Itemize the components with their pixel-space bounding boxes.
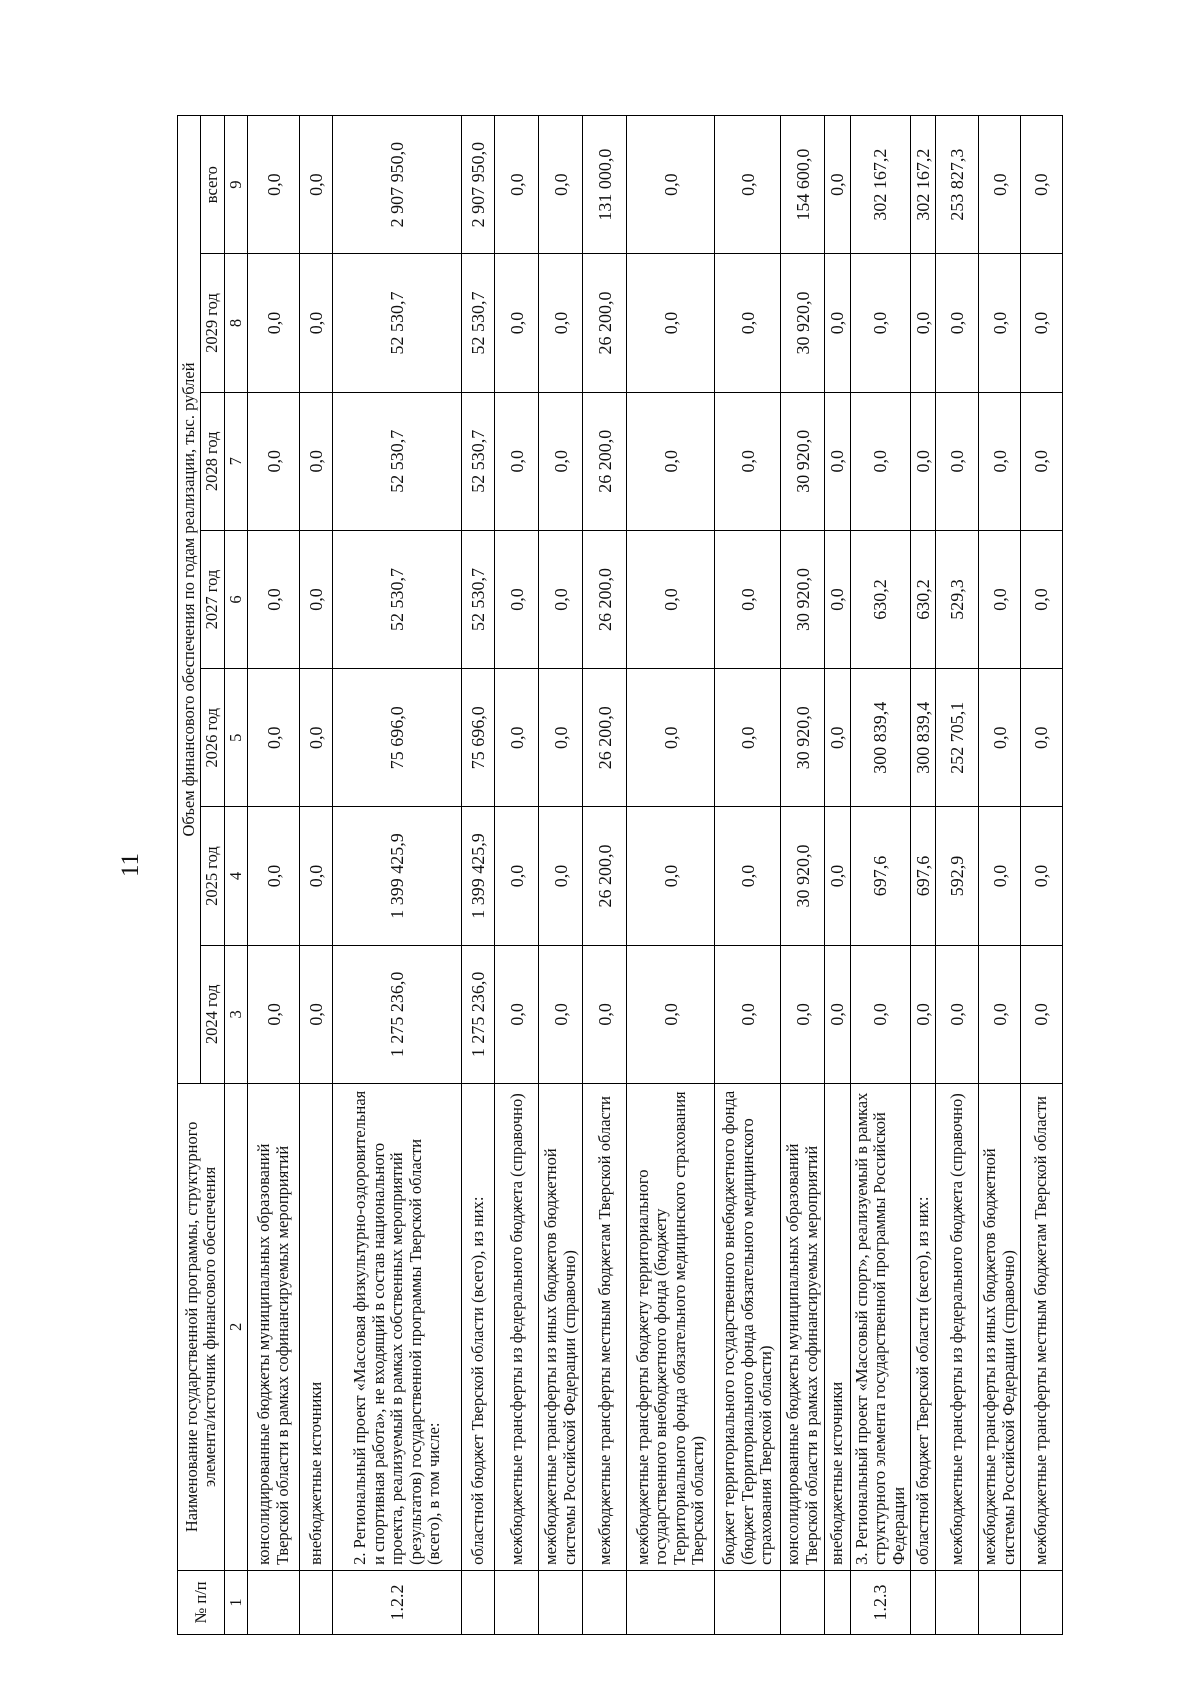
table-row <box>583 116 627 1635</box>
row-year-value: 26 200,0 <box>583 392 627 530</box>
financing-table <box>177 115 1063 1635</box>
row-total-value: 0,0 <box>539 116 583 254</box>
row-year-value: 1 399 425,9 <box>333 807 462 945</box>
column-number: 8 <box>224 254 247 392</box>
row-name: межбюджетные трансферты из иных бюджетов бюджетной системы Российской Федерации (справочно) <box>979 1083 1021 1570</box>
row-year-value: 0,0 <box>825 254 850 392</box>
row-year-value: 0,0 <box>300 254 333 392</box>
row-total-value: 0,0 <box>300 116 333 254</box>
row-year-value: 0,0 <box>539 945 583 1083</box>
table-row <box>979 116 1021 1635</box>
row-year-value: 0,0 <box>495 807 539 945</box>
row-year-value: 0,0 <box>539 392 583 530</box>
column-number: 5 <box>224 669 247 807</box>
row-year-value: 630,2 <box>850 530 910 668</box>
row-year-value: 529,3 <box>936 530 979 668</box>
row-year-value: 0,0 <box>627 530 715 668</box>
row-year-value: 0,0 <box>627 945 715 1083</box>
row-year-value: 0,0 <box>850 254 910 392</box>
row-total-value: 0,0 <box>495 116 539 254</box>
row-year-value: 0,0 <box>300 669 333 807</box>
row-year-value: 0,0 <box>539 254 583 392</box>
row-year-value: 0,0 <box>1021 669 1063 807</box>
row-year-value: 0,0 <box>627 254 715 392</box>
row-year-value: 0,0 <box>715 669 781 807</box>
row-year-value: 26 200,0 <box>583 807 627 945</box>
table-row <box>333 116 462 1635</box>
row-total-value: 302 167,2 <box>850 116 910 254</box>
row-name: межбюджетные трансферты местным бюджетам Тверской области <box>1021 1083 1063 1570</box>
row-year-value: 0,0 <box>979 807 1021 945</box>
table-row <box>936 116 979 1635</box>
row-total-value: 154 600,0 <box>781 116 825 254</box>
row-year-value: 0,0 <box>979 945 1021 1083</box>
header-year: 2024 год <box>201 945 224 1083</box>
row-year-value: 1 275 236,0 <box>333 945 462 1083</box>
row-year-value: 0,0 <box>1021 807 1063 945</box>
row-year-value: 0,0 <box>627 392 715 530</box>
row-year-value: 52 530,7 <box>462 530 495 668</box>
row-code: 1.2.3 <box>850 1570 910 1634</box>
row-year-value: 52 530,7 <box>462 392 495 530</box>
row-year-value: 592,9 <box>936 807 979 945</box>
row-year-value: 0,0 <box>495 530 539 668</box>
table-row <box>300 116 333 1635</box>
row-year-value: 630,2 <box>910 530 935 668</box>
row-year-value: 0,0 <box>248 669 300 807</box>
row-year-value: 0,0 <box>979 530 1021 668</box>
row-year-value: 0,0 <box>1021 530 1063 668</box>
table-row <box>910 116 935 1635</box>
row-year-value: 0,0 <box>583 945 627 1083</box>
row-year-value: 26 200,0 <box>583 530 627 668</box>
column-number: 7 <box>224 392 247 530</box>
row-year-value: 697,6 <box>850 807 910 945</box>
row-year-value: 252 705,1 <box>936 669 979 807</box>
row-year-value: 0,0 <box>495 254 539 392</box>
header-year: 2028 год <box>201 392 224 530</box>
row-year-value: 0,0 <box>539 807 583 945</box>
row-name: межбюджетные трансферты бюджету территориального государственного внебюджетного фонда (бюджету Территориального фонда обязательного медицинского страхования Тверской области) <box>627 1083 715 1570</box>
row-code <box>248 1570 300 1634</box>
row-year-value: 0,0 <box>248 807 300 945</box>
row-year-value: 0,0 <box>300 530 333 668</box>
row-year-value: 0,0 <box>495 669 539 807</box>
header-number: № п/п <box>178 1570 225 1634</box>
row-year-value: 30 920,0 <box>781 254 825 392</box>
row-year-value: 0,0 <box>825 945 850 1083</box>
row-year-value: 1 399 425,9 <box>462 807 495 945</box>
table-row <box>715 116 781 1635</box>
row-year-value: 30 920,0 <box>781 807 825 945</box>
row-year-value: 0,0 <box>715 807 781 945</box>
table-row <box>850 116 910 1635</box>
row-code <box>462 1570 495 1634</box>
row-name: консолидированные бюджеты муниципальных образований Тверской области в рамках софинансируемых мероприятий <box>248 1083 300 1570</box>
column-number: 6 <box>224 530 247 668</box>
column-number: 9 <box>224 116 247 254</box>
row-year-value: 26 200,0 <box>583 669 627 807</box>
row-total-value: 0,0 <box>627 116 715 254</box>
row-year-value: 0,0 <box>248 254 300 392</box>
row-year-value: 0,0 <box>936 392 979 530</box>
row-total-value: 253 827,3 <box>936 116 979 254</box>
row-year-value: 0,0 <box>715 392 781 530</box>
row-year-value: 0,0 <box>825 669 850 807</box>
table-row <box>781 116 825 1635</box>
row-code <box>495 1570 539 1634</box>
row-year-value: 0,0 <box>1021 254 1063 392</box>
row-name: 3. Региональный проект «Массовый спорт», реализуемый в рамках структурного элемента государственной программы Российской Федерации <box>850 1083 910 1570</box>
row-name: бюджет территориального государственного внебюджетного фонда (бюджет Территориального фонда обязательного медицинского страхования Тверской области) <box>715 1083 781 1570</box>
header-total: всего <box>201 116 224 254</box>
row-total-value: 0,0 <box>825 116 850 254</box>
row-year-value: 0,0 <box>979 254 1021 392</box>
row-code: 1.2.2 <box>333 1570 462 1634</box>
row-year-value: 300 839,4 <box>850 669 910 807</box>
row-year-value: 0,0 <box>495 945 539 1083</box>
row-name: межбюджетные трансферты из федерального бюджета (справочно) <box>936 1083 979 1570</box>
header-name: Наименование государственной программы, структурного элемента/источник финансового обеспечения <box>178 1083 225 1570</box>
row-year-value: 30 920,0 <box>781 669 825 807</box>
table-row <box>462 116 495 1635</box>
table-body <box>248 116 1063 1635</box>
row-year-value: 0,0 <box>627 669 715 807</box>
row-total-value: 302 167,2 <box>910 116 935 254</box>
table-row <box>825 116 850 1635</box>
row-year-value: 0,0 <box>850 392 910 530</box>
row-year-value: 0,0 <box>825 530 850 668</box>
row-year-value: 0,0 <box>539 669 583 807</box>
row-year-value: 0,0 <box>248 945 300 1083</box>
row-year-value: 0,0 <box>715 530 781 668</box>
row-year-value: 0,0 <box>910 392 935 530</box>
row-year-value: 0,0 <box>825 392 850 530</box>
row-year-value: 52 530,7 <box>333 254 462 392</box>
column-number: 1 <box>224 1570 247 1634</box>
row-year-value: 30 920,0 <box>781 530 825 668</box>
row-name: областной бюджет Тверской области (всего), из них: <box>462 1083 495 1570</box>
table-row <box>539 116 583 1635</box>
header-year: 2025 год <box>201 807 224 945</box>
row-name: межбюджетные трансферты местным бюджетам Тверской области <box>583 1083 627 1570</box>
table-row <box>627 116 715 1635</box>
row-year-value: 1 275 236,0 <box>462 945 495 1083</box>
row-year-value: 52 530,7 <box>333 392 462 530</box>
row-total-value: 0,0 <box>1021 116 1063 254</box>
row-year-value: 0,0 <box>1021 945 1063 1083</box>
row-year-value: 0,0 <box>825 807 850 945</box>
column-number: 2 <box>224 1083 247 1570</box>
row-year-value: 0,0 <box>300 945 333 1083</box>
header-year: 2027 год <box>201 530 224 668</box>
row-name: внебюджетные источники <box>300 1083 333 1570</box>
row-total-value: 131 000,0 <box>583 116 627 254</box>
row-code <box>627 1570 715 1634</box>
table-row <box>248 116 300 1635</box>
row-year-value: 0,0 <box>300 807 333 945</box>
row-code <box>979 1570 1021 1634</box>
row-year-value: 0,0 <box>1021 392 1063 530</box>
row-year-value: 300 839,4 <box>910 669 935 807</box>
column-number: 3 <box>224 945 247 1083</box>
row-code <box>715 1570 781 1634</box>
row-year-value: 52 530,7 <box>333 530 462 668</box>
row-year-value: 0,0 <box>979 392 1021 530</box>
row-code <box>781 1570 825 1634</box>
row-year-value: 0,0 <box>539 530 583 668</box>
row-name: 2. Региональный проект «Массовая физкультурно-оздоровительная и спортивная работа», не входящий в состав национального проекта, реализуемый в рамках собственных мероприятий (результатов) государственной программы Тверской области (всего), в том числе: <box>333 1083 462 1570</box>
row-total-value: 0,0 <box>248 116 300 254</box>
row-name: консолидированные бюджеты муниципальных образований Тверской области в рамках софинансируемых мероприятий <box>781 1083 825 1570</box>
row-year-value: 0,0 <box>781 945 825 1083</box>
row-total-value: 2 907 950,0 <box>462 116 495 254</box>
row-year-value: 0,0 <box>300 392 333 530</box>
row-code <box>936 1570 979 1634</box>
table-row <box>1021 116 1063 1635</box>
row-year-value: 26 200,0 <box>583 254 627 392</box>
row-total-value: 2 907 950,0 <box>333 116 462 254</box>
row-year-value: 0,0 <box>248 392 300 530</box>
row-year-value: 0,0 <box>495 392 539 530</box>
header-year: 2026 год <box>201 669 224 807</box>
page-number: 11 <box>117 852 144 878</box>
row-code <box>910 1570 935 1634</box>
header-row-numbers <box>224 116 247 1635</box>
row-year-value: 0,0 <box>627 807 715 945</box>
row-name: внебюджетные источники <box>825 1083 850 1570</box>
rotated-page-content <box>177 115 1122 1635</box>
row-code <box>300 1570 333 1634</box>
row-year-value: 0,0 <box>936 945 979 1083</box>
row-year-value: 697,6 <box>910 807 935 945</box>
row-year-value: 0,0 <box>979 669 1021 807</box>
row-name: межбюджетные трансферты из иных бюджетов бюджетной системы Российской Федерации (справочно) <box>539 1083 583 1570</box>
row-total-value: 0,0 <box>715 116 781 254</box>
row-code <box>825 1570 850 1634</box>
row-year-value: 75 696,0 <box>333 669 462 807</box>
row-total-value: 0,0 <box>979 116 1021 254</box>
row-code <box>1021 1570 1063 1634</box>
row-year-value: 52 530,7 <box>462 254 495 392</box>
header-row-top <box>178 116 201 1635</box>
row-year-value: 0,0 <box>910 945 935 1083</box>
row-year-value: 0,0 <box>715 945 781 1083</box>
row-year-value: 0,0 <box>910 254 935 392</box>
header-financing-group: Объем финансового обеспечения по годам реализации, тыс. рублей <box>178 116 201 1084</box>
row-name: областной бюджет Тверской области (всего), из них: <box>910 1083 935 1570</box>
row-year-value: 30 920,0 <box>781 392 825 530</box>
row-name: межбюджетные трансферты из федерального бюджета (справочно) <box>495 1083 539 1570</box>
row-year-value: 0,0 <box>936 254 979 392</box>
table-row <box>495 116 539 1635</box>
row-year-value: 75 696,0 <box>462 669 495 807</box>
row-year-value: 0,0 <box>715 254 781 392</box>
header-year: 2029 год <box>201 254 224 392</box>
row-year-value: 0,0 <box>248 530 300 668</box>
row-code <box>583 1570 627 1634</box>
column-number: 4 <box>224 807 247 945</box>
row-code <box>539 1570 583 1634</box>
row-year-value: 0,0 <box>850 945 910 1083</box>
